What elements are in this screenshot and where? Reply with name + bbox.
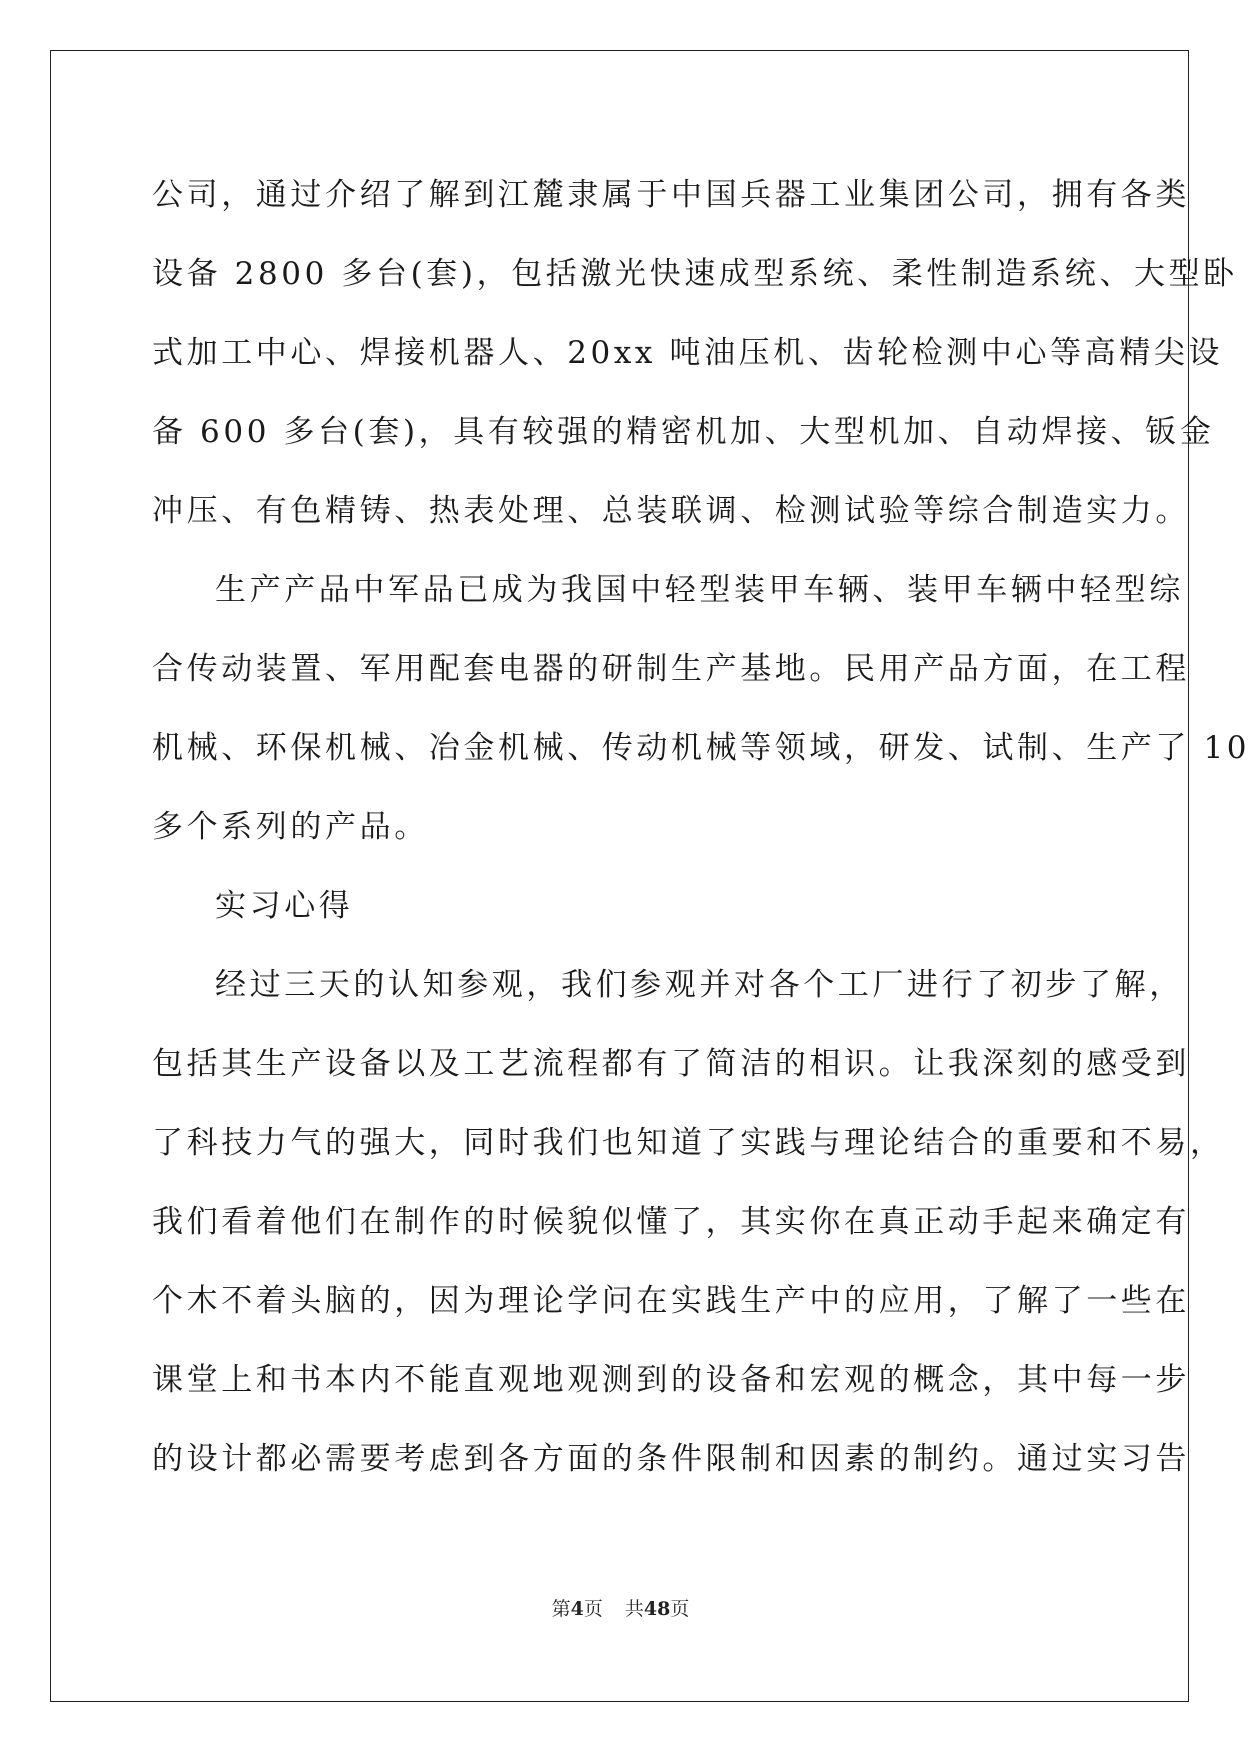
text-line: 个木不着头脑的，因为理论学问在实践生产中的应用，了解了一些在 bbox=[152, 1283, 1190, 1319]
text-line: 冲压、有色精铸、热表处理、总装联调、检测试验等综合制造实力。 bbox=[152, 493, 1190, 529]
section-heading: 实习心得 bbox=[215, 888, 354, 924]
footer-prefix: 第 bbox=[551, 1598, 571, 1620]
footer-page-word: 页 bbox=[583, 1598, 603, 1620]
text-line: 课堂上和书本内不能直观地观测到的设备和宏观的概念，其中每一步 bbox=[152, 1362, 1190, 1398]
text-line: 机械、环保机械、冶金机械、传动机械等领域，研发、试制、生产了 10 bbox=[152, 730, 1250, 766]
total-pages-number: 48 bbox=[643, 1598, 671, 1620]
text-line: 多个系列的产品。 bbox=[152, 809, 429, 845]
page-footer bbox=[0, 1594, 1241, 1621]
text-line: 包括其生产设备以及工艺流程都有了简洁的相识。让我深刻的感受到 bbox=[152, 1046, 1190, 1082]
footer-total-prefix: 共 bbox=[624, 1598, 644, 1620]
text-line: 备 600 多台(套)，具有较强的精密机加、大型机加、自动焊接、钣金 bbox=[152, 414, 1215, 450]
document-body bbox=[152, 156, 1250, 1499]
text-line: 的设计都必需要考虑到各方面的条件限制和因素的制约。通过实习告 bbox=[152, 1441, 1190, 1477]
text-line: 公司，通过介绍了解到江麓隶属于中国兵器工业集团公司，拥有各类 bbox=[152, 177, 1190, 213]
text-line: 我们看着他们在制作的时候貌似懂了，其实你在真正动手起来确定有 bbox=[152, 1204, 1190, 1240]
text-line: 生产产品中军品已成为我国中轻型装甲车辆、装甲车辆中轻型综 bbox=[215, 572, 1184, 608]
text-line: 设备 2800 多台(套)，包括激光快速成型系统、柔性制造系统、大型卧 bbox=[152, 256, 1238, 292]
current-page-number: 4 bbox=[570, 1598, 584, 1620]
text-line: 合传动装置、军用配套电器的研制生产基地。民用产品方面，在工程 bbox=[152, 651, 1190, 687]
footer-total-suffix: 页 bbox=[670, 1598, 690, 1620]
text-line: 式加工中心、焊接机器人、20xx 吨油压机、齿轮检测中心等高精尖设 bbox=[152, 335, 1224, 371]
text-line: 了科技力气的强大，同时我们也知道了实践与理论结合的重要和不易， bbox=[152, 1125, 1225, 1161]
text-line: 经过三天的认知参观，我们参观并对各个工厂进行了初步了解， bbox=[215, 967, 1184, 1003]
